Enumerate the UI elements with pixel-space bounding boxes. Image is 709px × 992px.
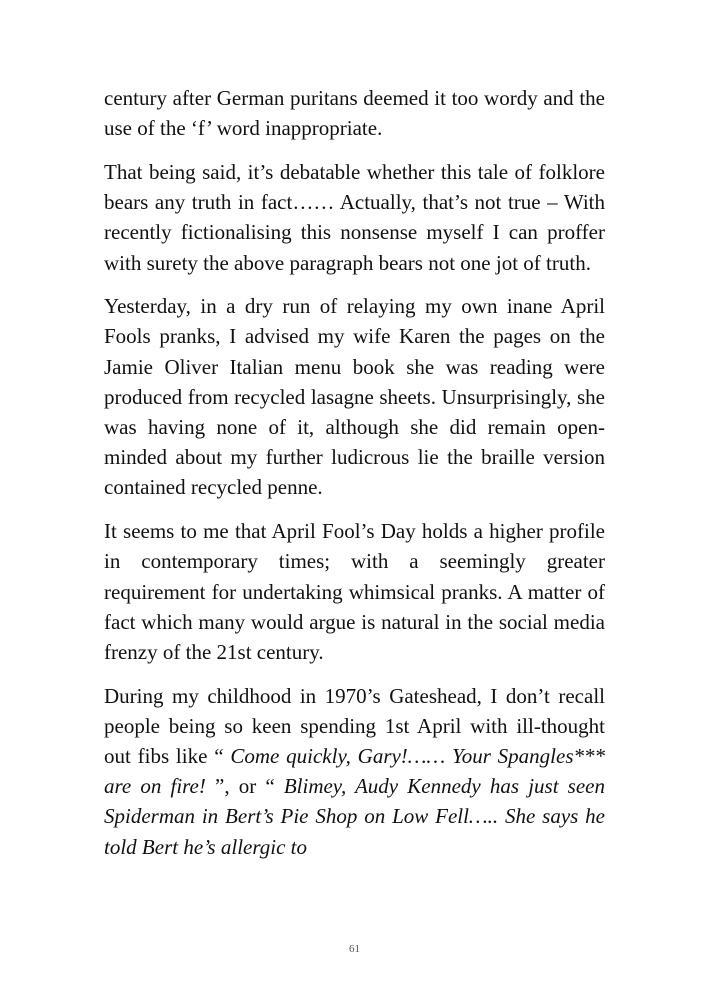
paragraph-folklore: That being said, it’s debatable whether this tale of folklore bears any truth in fact…… Actually, that’s not true – With recently fictionalising this nonsense myself I can proffer with surety the above paragraph bears not one jot of truth. xyxy=(104,159,605,275)
paragraph-continuation: century after German puritans deemed it too wordy and the use of the ‘f’ word inappropriate. xyxy=(104,86,605,141)
quote-spangles: Come quickly, Gary!…… Your Spangles*** are on fire! xyxy=(104,744,605,799)
paragraph-april-fools-day: It seems to me that April Fool’s Day holds a higher profile in contemporary times; with a seemingly greater requirement for undertaking whimsical pranks. A matter of fact which many would argue is natural in the social media frenzy of the 21st century. xyxy=(104,519,605,664)
childhood-text-1: During my childhood in 1970’s Gateshead, I don’t recall people being so keen spending 1st April with ill-thought out fibs like “ xyxy=(104,683,605,769)
quote-spiderman: Blimey, Audy Kennedy has just seen Spiderman in Bert’s Pie Shop on Low Fell….. She says he told Bert he’s allergic to xyxy=(104,774,605,859)
body-text xyxy=(104,83,605,862)
childhood-text-2: ”, or “ xyxy=(205,774,284,799)
paragraph-childhood xyxy=(104,681,605,862)
page-number: 61 xyxy=(349,943,360,955)
paragraph-lasagne-prank: Yesterday, in a dry run of relaying my own inane April Fools pranks, I advised my wife Karen the pages on the Jamie Oliver Italian menu book she was reading were produced from recycled lasagne sheets. Unsurprisingly, she was having none of it, although she did remain open-minded about my further ludicrous lie the braille version contained recycled penne. xyxy=(104,294,605,500)
